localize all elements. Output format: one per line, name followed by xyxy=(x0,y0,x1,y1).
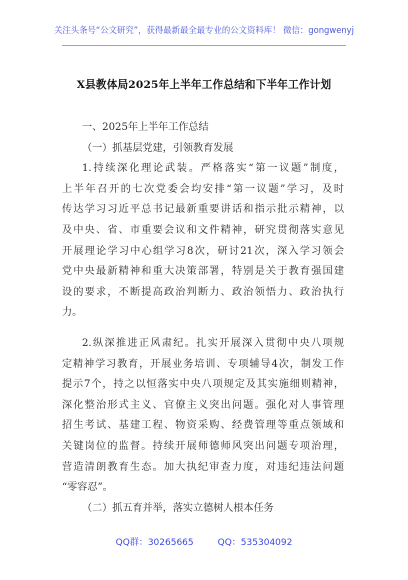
paragraph-line: 2.纵深推进正风肃纪。扎实开展深入贯彻中央八项规 xyxy=(82,337,344,349)
paragraph-line: 力。 xyxy=(62,307,83,319)
footer-qq-number: QQ：535304092 xyxy=(217,538,293,548)
paragraph-line: 上半年召开的七次党委会均安排“第一议题”学习，及时 xyxy=(62,183,344,195)
paragraph-line: 招生考试、基建工程、物资采购、经费管理等重点领域和 xyxy=(62,420,344,432)
paragraph-line: “零容忍”。 xyxy=(62,482,113,494)
header-banner: 关注头条号“公文研究”，获得最新最全最专业的公文资料库！ 微信：gongwenyj xyxy=(54,25,354,35)
paragraph-line: 党中央最新精神和重大决策部署，特别是关于教育强国建 xyxy=(62,266,344,278)
paragraph-line: 定精神学习教育，开展业务培训、专项辅导4次，制发工作 xyxy=(62,358,344,370)
paragraph-spacer xyxy=(62,324,344,334)
paragraph-line: 开展理论学习中心组学习8次，研讨21次，深入学习领会 xyxy=(62,245,344,257)
paragraph-line: 及中央、省、市重要会议和文件精神，研究贯彻落实意见 xyxy=(62,224,344,236)
paragraph-line: 提示7个，持之以恒落实中央八项规定及其实施细则精神， xyxy=(62,379,344,391)
paragraph-line: 1.持续深化理论武装。严格落实“第一议题”制度， xyxy=(82,163,344,175)
header-divider xyxy=(62,45,346,46)
document-title: X县教体局2025年上半年工作总结和下半年工作计划 xyxy=(76,79,332,91)
paragraph-line: 传达学习习近平总书记最新重要讲话和指示批示精神，以 xyxy=(62,204,344,216)
paragraph-line: 设的要求，不断提高政治判断力、政治领悟力、政治执行 xyxy=(62,286,344,298)
subsection-heading: （一）抓基层党建，引领教育发展 xyxy=(82,142,234,154)
subsection-heading: （二）抓五育并举，落实立德树人根本任务 xyxy=(82,502,274,514)
paragraph-line: 关键岗位的监督。持续开展师德师风突出问题专项治理， xyxy=(62,440,344,452)
paragraph-line: 营造清朗教育生态。加大执纪审查力度，对违纪违法问题 xyxy=(62,461,344,473)
document-body xyxy=(62,118,344,519)
section-heading: 一、2025年上半年工作总结 xyxy=(82,122,209,133)
footer-qq-group: QQ群：30265665 xyxy=(115,538,194,548)
footer-contact xyxy=(0,535,408,548)
paragraph-line: 深化整治形式主义、官僚主义突出问题。强化对人事管理 xyxy=(62,399,344,411)
